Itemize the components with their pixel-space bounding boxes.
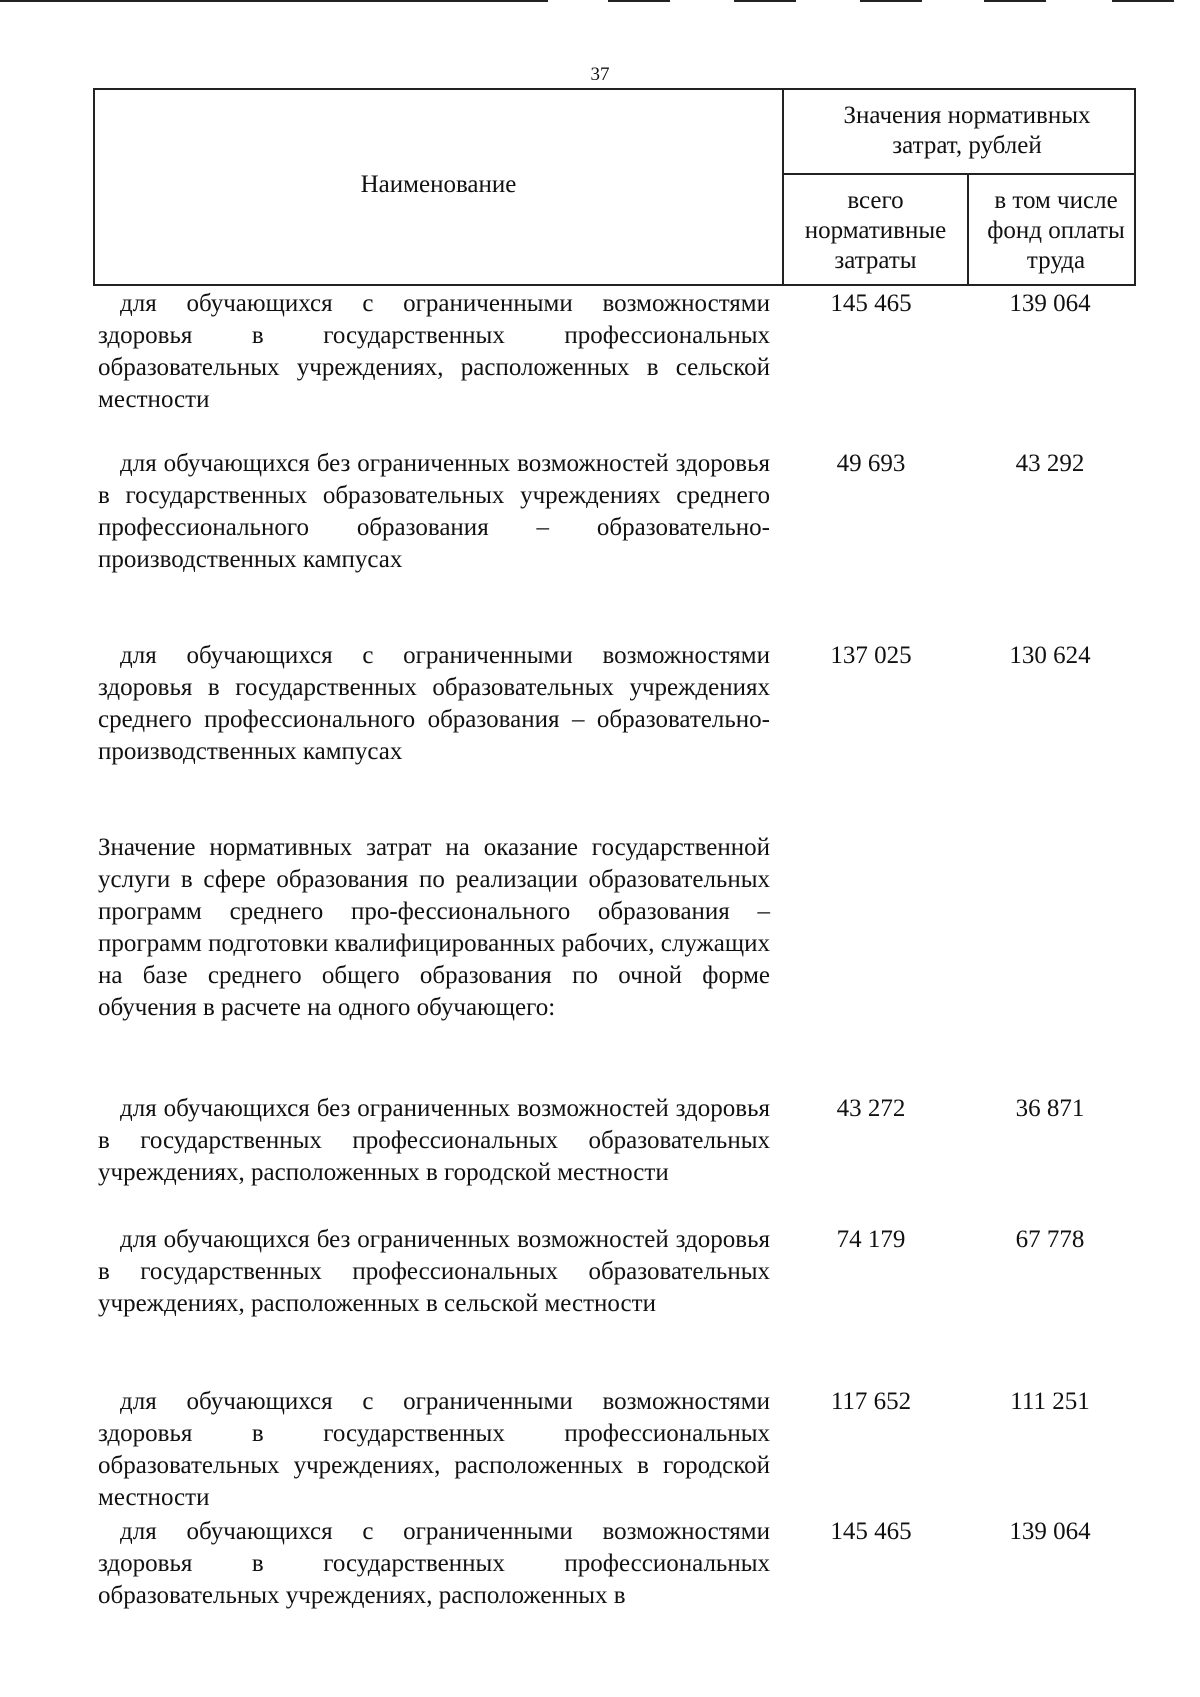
row-wage: 139 064 (1009, 1518, 1091, 1545)
header-total-column: всего нормативные затраты (804, 187, 947, 274)
row-total: 43 272 (836, 1095, 906, 1122)
row-wage: 139 064 (1009, 290, 1091, 317)
row-name: для обучающихся с ограниченными возможностями здоровья в государственных профессиональных образовательных учреждениях, расположенных в (98, 1518, 770, 1609)
table-header (93, 88, 1136, 286)
row-total: 145 465 (830, 290, 912, 317)
row-wage: 111 251 (1010, 1388, 1090, 1415)
row-name: для обучающихся без ограниченных возможностей здоровья в государственных профессиональных образовательных учреждениях, расположенных в сельской местности (98, 1226, 770, 1317)
header-name-column: Наименование (360, 171, 517, 198)
row-total: 117 652 (830, 1388, 912, 1415)
row-wage: 36 871 (1015, 1095, 1085, 1122)
row-total: 137 025 (830, 642, 912, 669)
row-total: 145 465 (830, 1518, 912, 1545)
row-name: для обучающихся с ограниченными возможностями здоровья в государственных образовательных учреждениях среднего профессионального образования – образовательно-производственных кампусах (98, 642, 770, 765)
row-total: 49 693 (836, 450, 906, 477)
header-wage-column: в том числе фонд оплаты труда (987, 187, 1125, 274)
row-wage: 130 624 (1009, 642, 1091, 669)
row-name: для обучающихся без ограниченных возможностей здоровья в государственных профессиональных образовательных учреждениях, расположенных в городской местности (98, 1095, 770, 1186)
row-total: 74 179 (836, 1226, 906, 1253)
header-values-group: Значения нормативных затрат, рублей (843, 102, 1091, 159)
row-name: для обучающихся с ограниченными возможностями здоровья в государственных профессиональных образовательных учреждениях, расположенных в сельской местности (98, 290, 770, 413)
row-name: для обучающихся с ограниченными возможностями здоровья в государственных профессиональных образовательных учреждениях, расположенных в городской местности (98, 1388, 770, 1511)
page-top-edge (0, 0, 1200, 4)
row-wage: 43 292 (1015, 450, 1085, 477)
page-number: 37 (590, 64, 610, 85)
row-wage: 67 778 (1015, 1226, 1085, 1253)
section-heading: Значение нормативных затрат на оказание государственной услуги в сфере образования по реализации образовательных программ среднего про-фессионального образования – программ подготовки квалифицированных рабочих, служащих на базе среднего общего образования по очной форме обучения в расчете на одного обучающего: (98, 834, 770, 1021)
row-name: для обучающихся без ограниченных возможностей здоровья в государственных образовательных учреждениях среднего профессионального образования – образовательно-производственных кампусах (98, 450, 770, 573)
